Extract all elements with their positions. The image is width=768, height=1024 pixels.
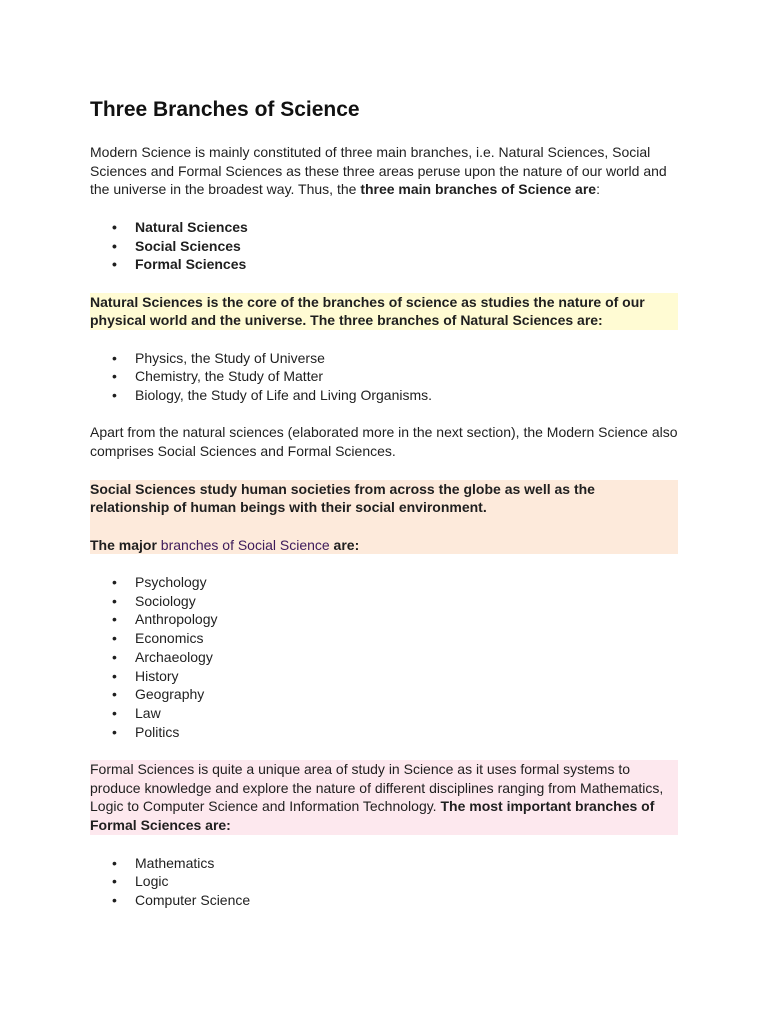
natural-sciences-highlight: Natural Sciences is the core of the branches of science as studies the nature of our physical world and the universe. The three branches of Natural Sciences are:: [90, 293, 678, 330]
social-major-suffix: are:: [329, 536, 360, 553]
list-item: • Mathematics: [90, 854, 678, 873]
social-major-line: [90, 536, 678, 555]
list-item: • Social Sciences: [90, 237, 678, 256]
list-item: • Law: [90, 704, 678, 723]
list-item: • Geography: [90, 685, 678, 704]
list-item: • Natural Sciences: [90, 218, 678, 237]
list-item: • Economics: [90, 629, 678, 648]
intro-bold: three main branches of Science are: [360, 181, 597, 198]
formal-sciences-highlight: [90, 760, 678, 835]
main-branches-list: [90, 218, 678, 274]
intro-tail: :: [596, 181, 600, 198]
list-item: • Logic: [90, 872, 678, 891]
social-sciences-text: Social Sciences study human societies from across the globe as well as the relationship of human beings with their social environment.: [90, 480, 595, 516]
list-item: • Politics: [90, 723, 678, 742]
intro-text: Modern Science is mainly constituted of three main branches, i.e. Natural Sciences, Social Sciences and Formal Sciences as these three areas peruse upon the nature of our world and the universe in the broadest way. Thus, the: [90, 144, 667, 198]
apart-paragraph: Apart from the natural sciences (elaborated more in the next section), the Modern Science also comprises Social Sciences and Formal Sciences.: [90, 424, 678, 460]
list-item: • Biology, the Study of Life and Living Organisms.: [90, 386, 678, 405]
formal-sciences-list: [90, 854, 678, 910]
list-item: • Chemistry, the Study of Matter: [90, 367, 678, 386]
list-item: • Sociology: [90, 592, 678, 611]
list-item: • Physics, the Study of Universe: [90, 349, 678, 368]
social-sciences-list: [90, 573, 678, 741]
list-item: • Computer Science: [90, 891, 678, 910]
list-item: • Formal Sciences: [90, 255, 678, 274]
social-major-prefix: The major: [90, 536, 161, 553]
list-item: • Archaeology: [90, 648, 678, 667]
page-title: Three Branches of Science: [90, 98, 360, 121]
formal-sciences-text: Formal Sciences is quite a unique area of study in Science as it uses formal systems to produce knowledge and explore the nature of different disciplines ranging from Mathematics, Logic to Computer Science and Information Technology.: [90, 761, 664, 815]
natural-sciences-list: [90, 349, 678, 405]
intro-paragraph: [90, 143, 678, 199]
social-sciences-highlight: [90, 480, 678, 555]
list-item: • Anthropology: [90, 610, 678, 629]
social-branches-link[interactable]: branches of Social Science: [160, 536, 330, 553]
formal-sciences-bold: The most important branches of Formal Sciences are:: [90, 798, 655, 834]
document-content: [90, 96, 678, 910]
list-item: • Psychology: [90, 573, 678, 592]
list-item: • History: [90, 667, 678, 686]
